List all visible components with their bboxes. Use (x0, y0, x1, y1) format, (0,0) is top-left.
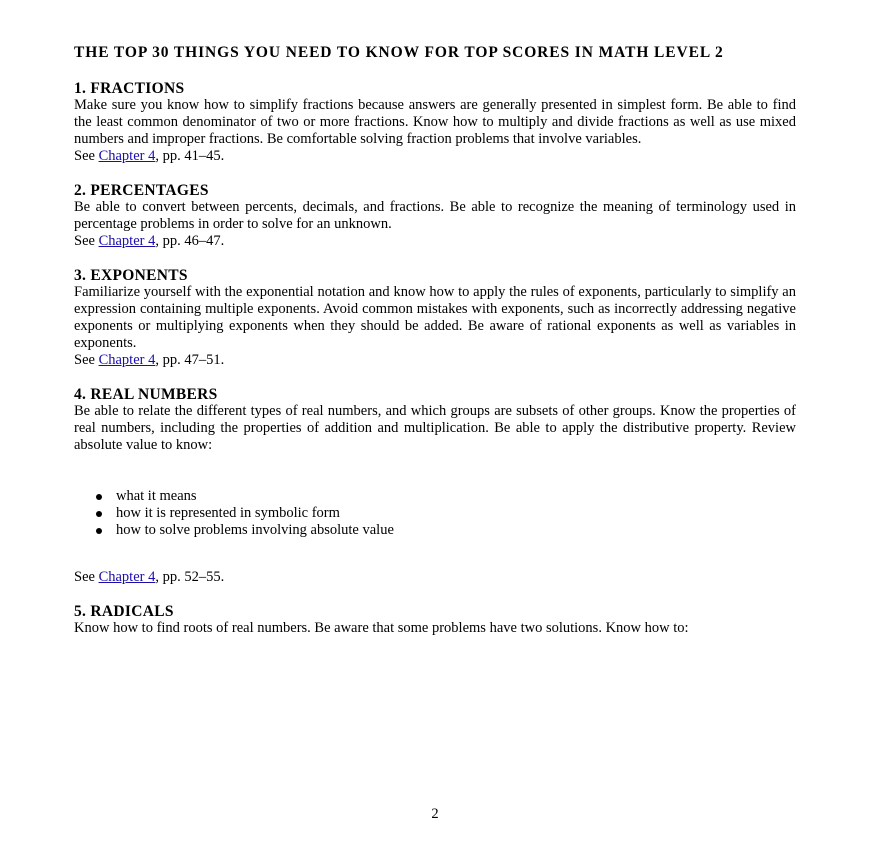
section-body: Know how to find roots of real numbers. Be aware that some problems have two solutions. Know how to: (74, 620, 689, 636)
list-item (94, 505, 796, 522)
section-heading: 1. FRACTIONS (74, 80, 185, 97)
chapter-4-link[interactable]: Chapter 4 (98, 233, 156, 249)
section-heading: 3. EXPONENTS (74, 267, 188, 284)
document-page (74, 44, 796, 654)
section-heading: 5. RADICALS (74, 603, 174, 620)
see-reference (74, 148, 796, 165)
see-prefix: See (74, 352, 99, 368)
list-item-text: how it is represented in symbolic form (116, 505, 340, 521)
page-number: 2 (431, 806, 439, 822)
bullet-list (74, 488, 796, 539)
see-prefix: See (74, 233, 99, 249)
section-body: Be able to convert between percents, decimals, and fractions. Be able to recognize the meaning of terminology used in percentage problems in order to solve for an unknown. (74, 199, 796, 232)
list-item (94, 522, 796, 539)
chapter-4-link[interactable]: Chapter 4 (98, 352, 156, 368)
section-body: Make sure you know how to simplify fractions because answers are generally presented in simplest form. Be able to find the least common denominator of two or more fractions. Know how to multiply and divide fractions as well as use mixed numbers and improper fractions. Be comfortable solving fraction problems that involve variables. (74, 97, 796, 147)
section-heading: 4. REAL NUMBERS (74, 386, 218, 403)
chapter-4-link[interactable]: Chapter 4 (98, 569, 156, 585)
list-item-text: how to solve problems involving absolute value (116, 522, 394, 538)
see-prefix: See (74, 569, 99, 585)
section-exponents (74, 267, 796, 369)
page-range: , pp. 52–55. (155, 569, 225, 585)
see-reference (74, 233, 796, 250)
bullet-icon (96, 494, 102, 500)
bullet-icon (96, 511, 102, 517)
document-title: THE TOP 30 THINGS YOU NEED TO KNOW FOR TOP SCORES IN MATH LEVEL 2 (74, 44, 724, 61)
page-range: , pp. 46–47. (155, 233, 225, 249)
page-range: , pp. 41–45. (155, 148, 225, 164)
see-reference (74, 569, 796, 586)
section-body: Be able to relate the different types of real numbers, and which groups are subsets of other groups. Know the properties of real numbers, including the properties of addition and multiplication. Be able to apply the distributive property. Review absolute value to know: (74, 403, 796, 453)
list-item-text: what it means (116, 488, 197, 504)
page-range: , pp. 47–51. (155, 352, 225, 368)
section-percentages (74, 182, 796, 250)
section-radicals (74, 603, 796, 637)
see-prefix: See (74, 148, 99, 164)
section-fractions (74, 80, 796, 165)
section-real-numbers (74, 386, 796, 586)
chapter-4-link[interactable]: Chapter 4 (98, 148, 156, 164)
bullet-icon (96, 528, 102, 534)
see-reference (74, 352, 796, 369)
section-heading: 2. PERCENTAGES (74, 182, 209, 199)
list-item (94, 488, 796, 505)
section-body: Familiarize yourself with the exponential notation and know how to apply the rules of exponents, particularly to simplify an expression containing multiple exponents. Avoid common mistakes with exponents, such as incorrectly addressing negative exponents or multiplying exponents when they should be added. Be aware of rational exponents as well as variables in exponents. (74, 284, 796, 351)
